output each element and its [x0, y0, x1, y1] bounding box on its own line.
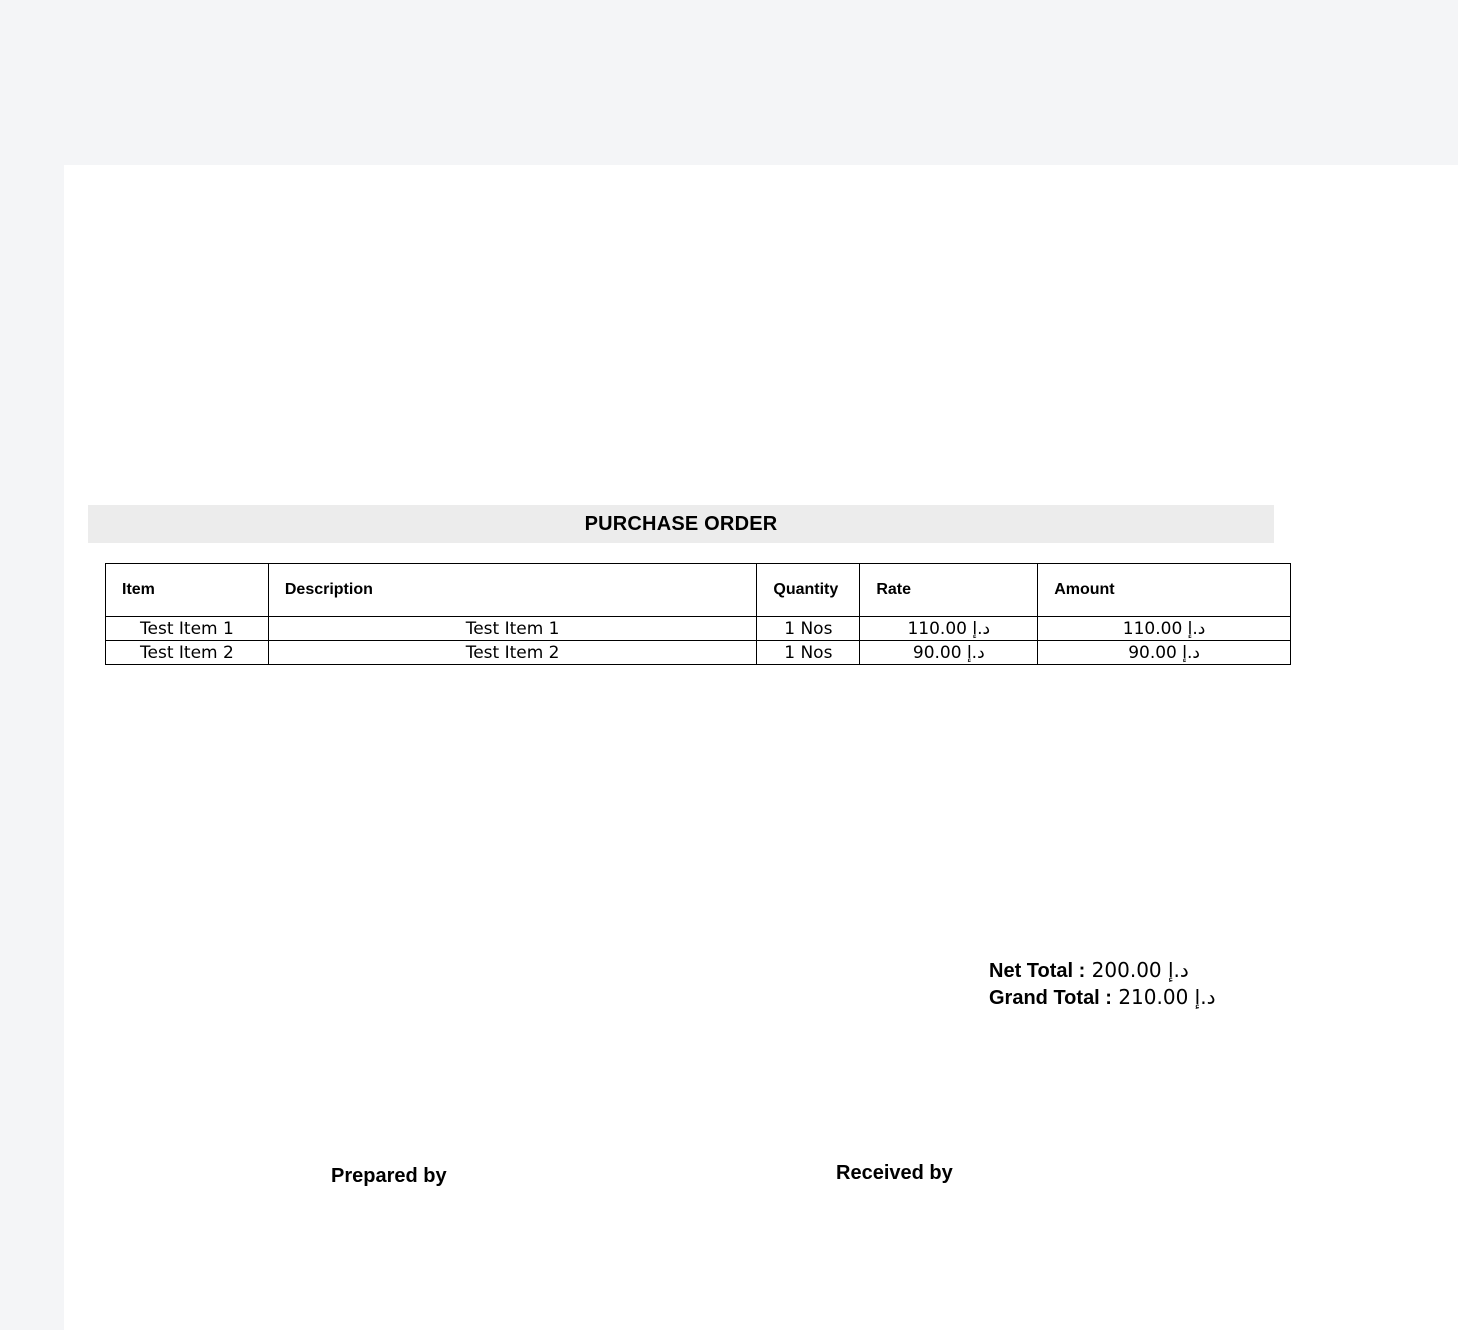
header-amount: Amount: [1038, 564, 1291, 617]
table-header-row: [106, 564, 1291, 617]
cell-item: Test Item 2: [106, 641, 269, 665]
header-item: Item: [106, 564, 269, 617]
header-quantity: Quantity: [757, 564, 860, 617]
received-by-label: Received by: [836, 1162, 953, 1184]
grand-total-line: [989, 984, 1216, 1011]
grand-total-value: د.إ 210.00: [1118, 985, 1216, 1009]
table-row: [106, 641, 1291, 665]
grand-total-label: Grand Total :: [989, 987, 1112, 1009]
header-description: Description: [268, 564, 757, 617]
cell-description: Test Item 1: [268, 617, 757, 641]
cell-rate: د.إ 90.00: [860, 641, 1038, 665]
cell-rate: د.إ 110.00: [860, 617, 1038, 641]
cell-quantity: 1 Nos: [757, 641, 860, 665]
cell-amount: د.إ 90.00: [1038, 641, 1291, 665]
items-table: [105, 563, 1291, 665]
net-total-value: د.إ 200.00: [1091, 958, 1189, 982]
cell-description: Test Item 2: [268, 641, 757, 665]
header-rate: Rate: [860, 564, 1038, 617]
table-row: [106, 617, 1291, 641]
net-total-label: Net Total :: [989, 960, 1086, 982]
cell-amount: د.إ 110.00: [1038, 617, 1291, 641]
print-page: [64, 165, 1458, 1330]
cell-item: Test Item 1: [106, 617, 269, 641]
cell-quantity: 1 Nos: [757, 617, 860, 641]
document-title-bar: [88, 505, 1274, 543]
net-total-line: [989, 957, 1216, 984]
totals-block: [989, 957, 1216, 1011]
document-title: PURCHASE ORDER: [584, 512, 778, 535]
prepared-by-label: Prepared by: [331, 1165, 447, 1187]
